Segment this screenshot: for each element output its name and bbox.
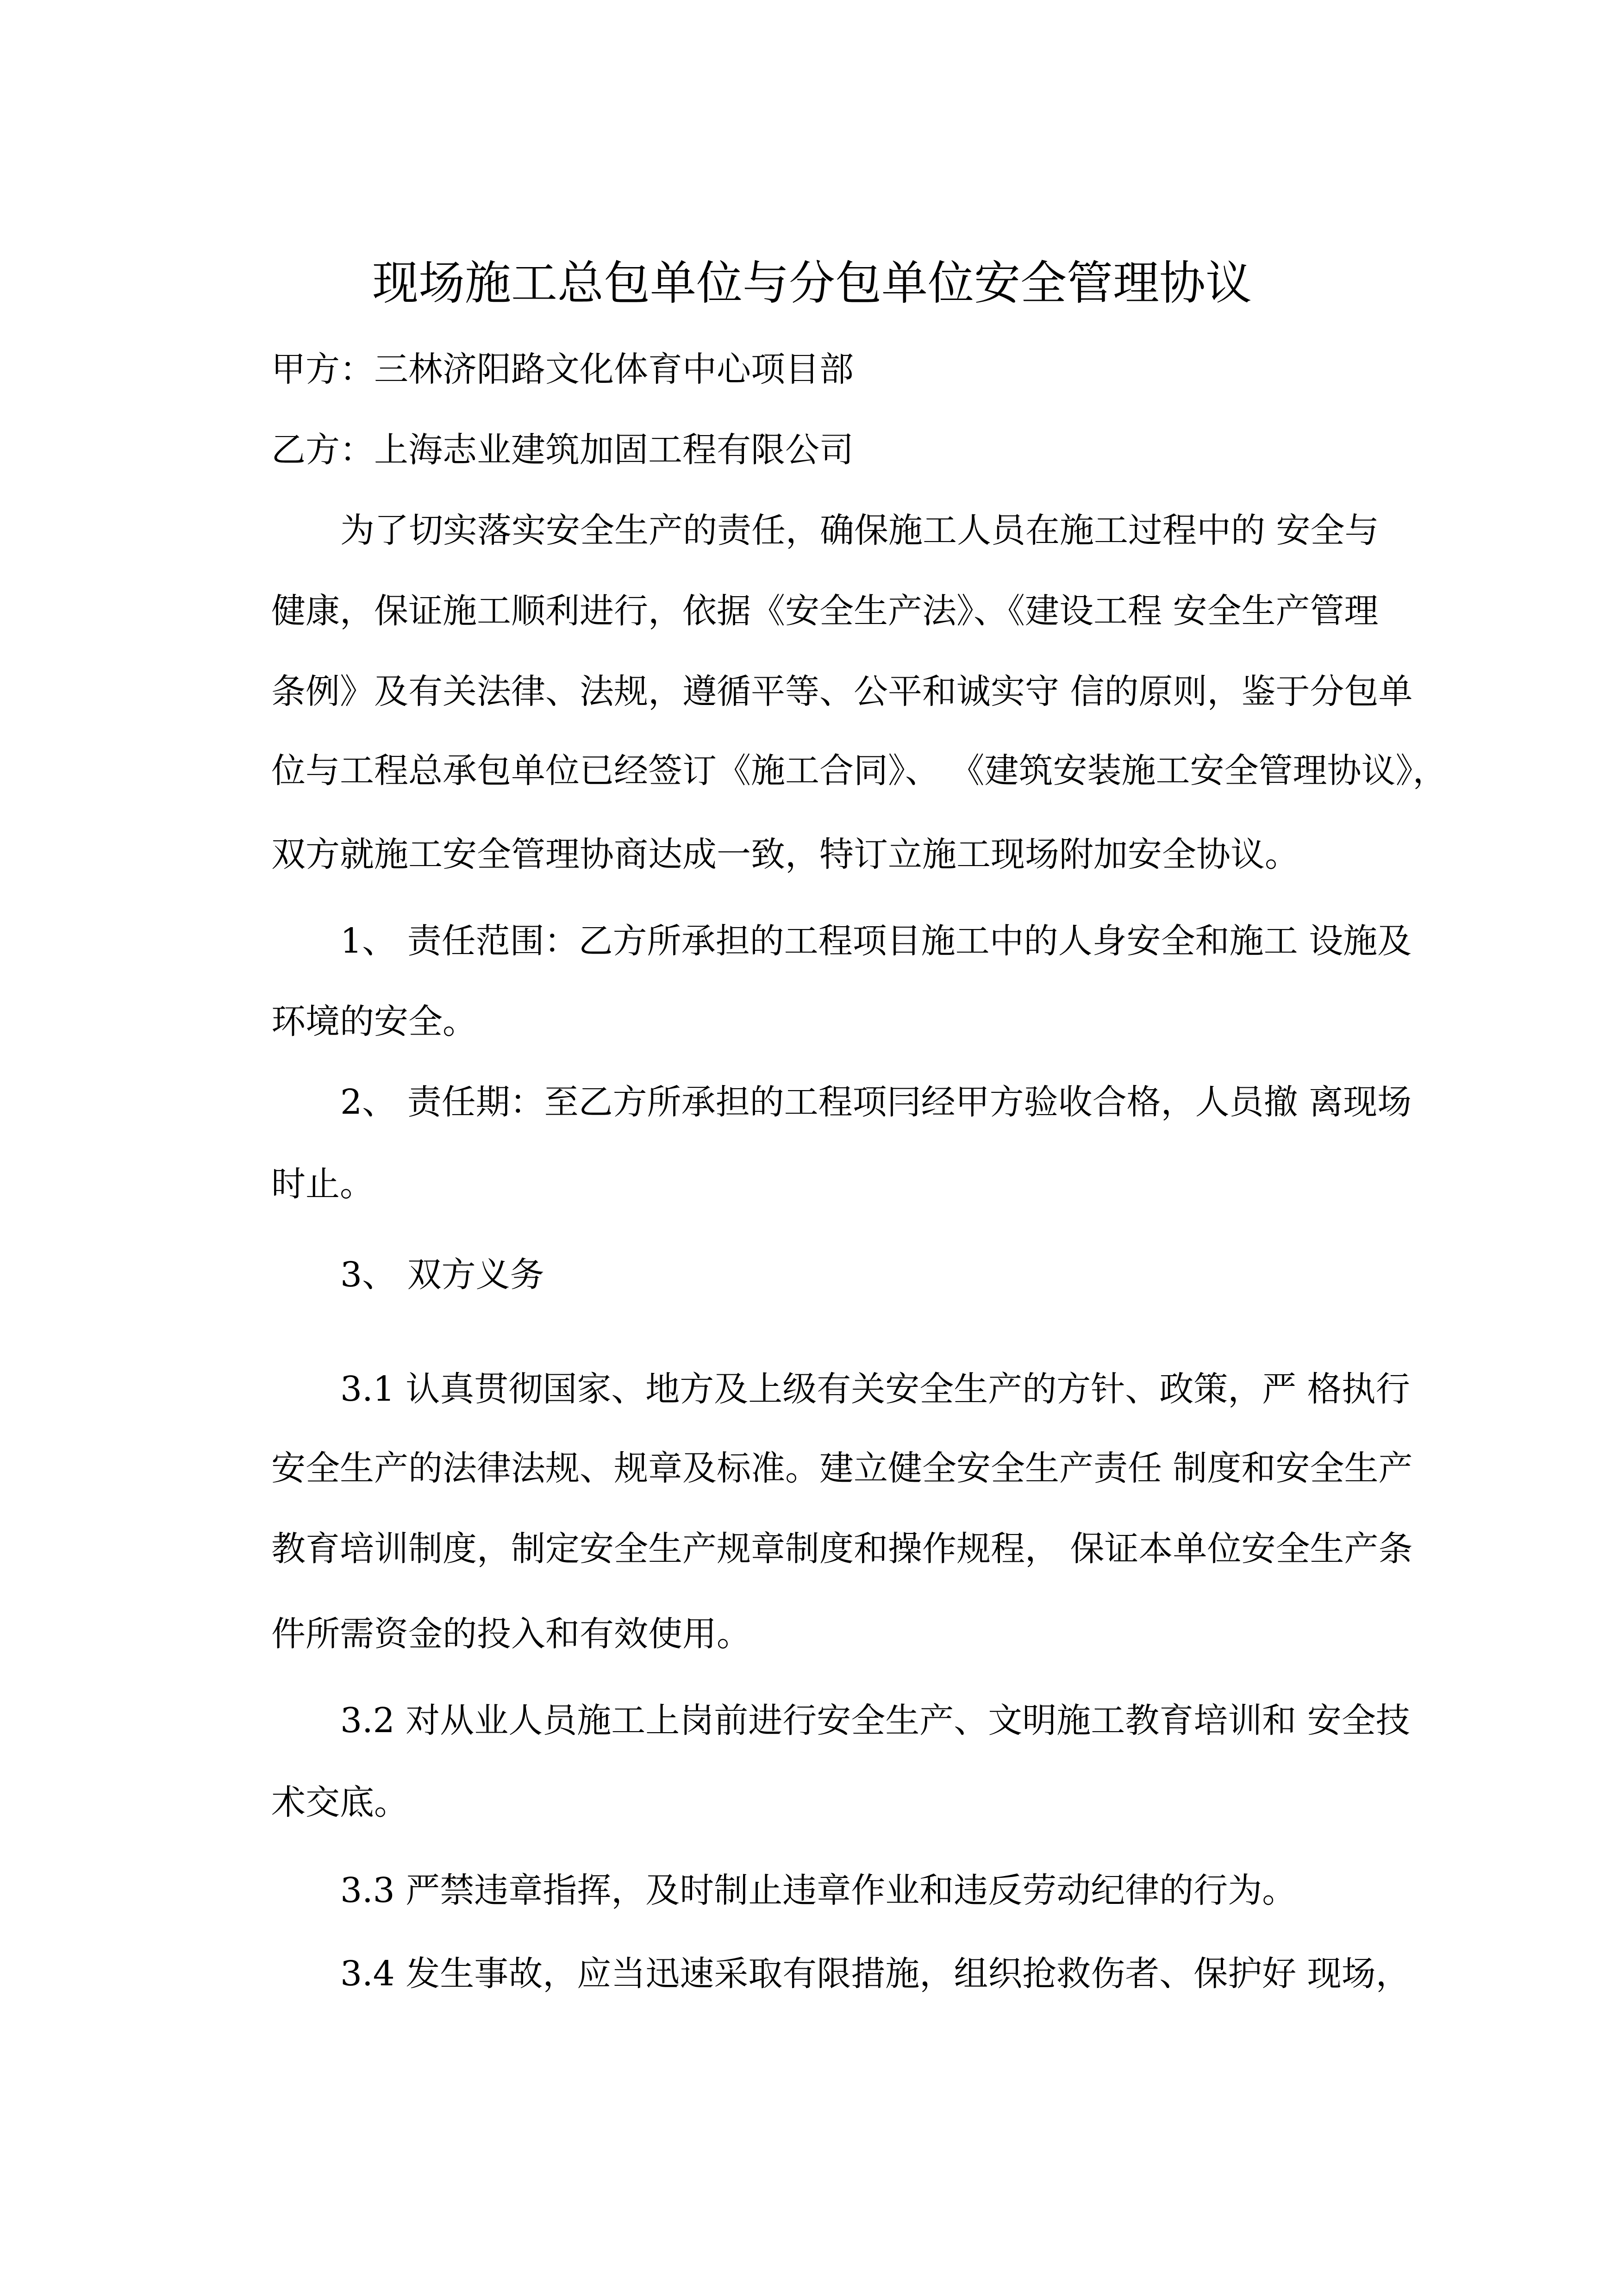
preamble-line: 健康，保证施工顺利进行，依据《安全生产法》、《建设工程 安全生产管理 [271,591,1379,631]
clause-line: 安全生产的法律法规、规章及标准。建立健全安全生产责任 制度和安全生产 [271,1448,1413,1488]
clause-line: 术交底。 [271,1783,408,1822]
clause-3-3: 3.3 严禁违章指挥，及时制止违章作业和违反劳动纪律的行为。 [340,1871,1297,1910]
clause-line: 教育培训制度，制定安全生产规章制度和操作规程， 保证本单位安全生产条 [271,1529,1413,1569]
preamble-line: 位与工程总承包单位已经签订《施工合同》、 《建筑安装施工安全管理协议》， [271,751,1447,791]
preamble-line: 双方就施工安全管理协商达成一致，特订立施工现场附加安全协议。 [271,835,1299,874]
clause-line: 时止。 [271,1164,374,1204]
party-a: 甲方：三林济阳路文化体育中心项目部 [271,349,854,389]
clause-line: 件所需资金的投入和有效使用。 [271,1614,751,1654]
clause-3-4: 3.4 发生事故，应当迅速采取有限措施，组织抢救伤者、保护好 现场， [340,1954,1410,1994]
document-title: 现场施工总包单位与分包单位安全管理协议 [372,256,1252,310]
clause-line: 3.1 认真贯彻国家、地方及上级有关安全生产的方针、政策，严 格执行 [340,1369,1410,1409]
clause-line: 3.2 对从业人员施工上岗前进行安全生产、文明施工教育培训和 安全技 [340,1701,1410,1740]
preamble-line: 条例》及有关法律、法规，遵循平等、公平和诚实守 信的原则，鉴于分包单 [271,672,1413,711]
party-b: 乙方：上海志业建筑加固工程有限公司 [271,430,854,470]
preamble-line: 为了切实落实安全生产的责任，确保施工人员在施工过程中的 安全与 [340,511,1379,550]
clause-line: 2、 责任期：至乙方所承担的工程项冃经甲方验收合格，人员撤 离现场 [340,1082,1412,1122]
clause-3-heading: 3、 双方义务 [340,1255,544,1295]
clause-line: 1、 责任范围：乙方所承担的工程项目施工中的人身安全和施工 设施及 [340,921,1412,961]
clause-line: 环境的安全。 [271,1002,477,1041]
